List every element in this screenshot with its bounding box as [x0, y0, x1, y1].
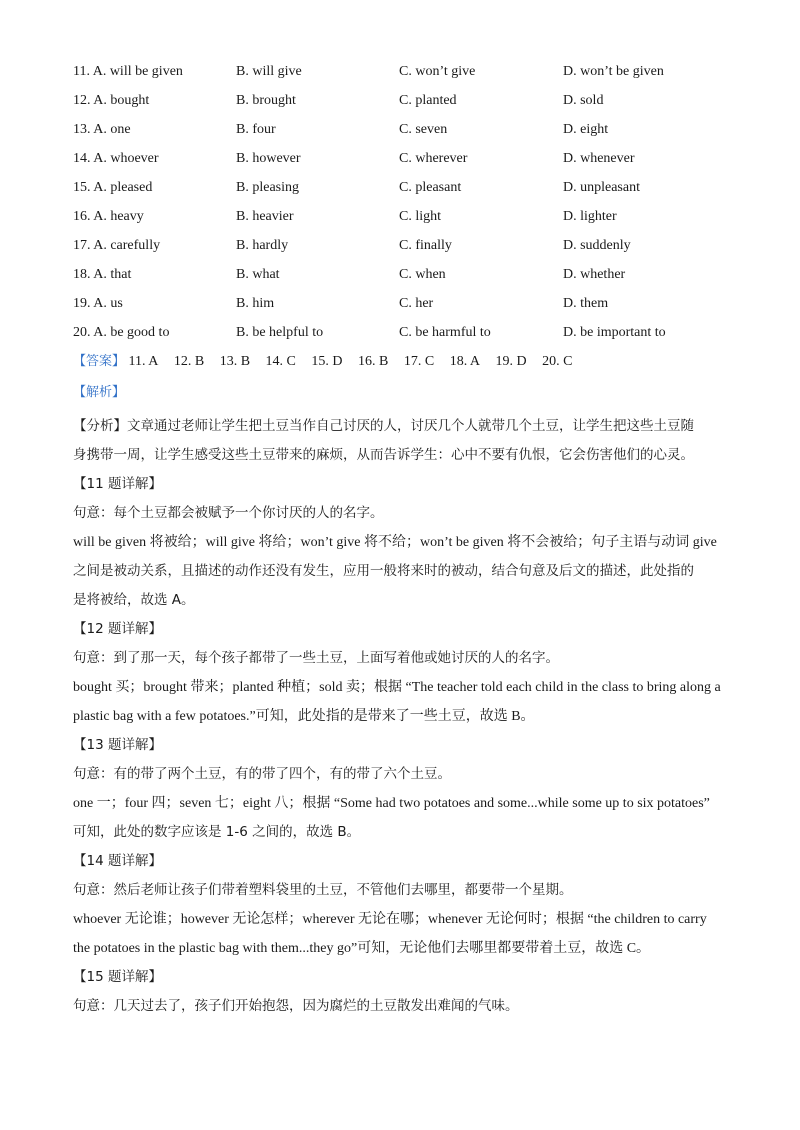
option-row-19	[73, 294, 773, 323]
option-d: D. unpleasant	[563, 180, 640, 195]
explanation-line: the potatoes in the plastic bag with them...they go”可知，无论他们去哪里都要带着土豆，故选 C。	[73, 941, 651, 956]
option-c: C. when	[399, 267, 446, 282]
option-a: 13. A. one	[73, 122, 131, 137]
option-row-18	[73, 265, 773, 294]
answer-line	[73, 352, 585, 372]
option-row-14	[73, 149, 773, 178]
sentence-meaning: 句意：几天过去了，孩子们开始抱怨，因为腐烂的土豆散发出难闻的气味。	[73, 998, 519, 1014]
analysis-label: 【解析】	[73, 385, 126, 400]
answer-item: 19. D	[495, 354, 527, 369]
answer-item: 13. B	[219, 354, 251, 369]
option-d: D. eight	[563, 122, 609, 137]
section-heading-11: 【11 题详解】	[73, 476, 162, 492]
option-b: B. however	[236, 151, 301, 166]
option-d: D. won’t be given	[563, 64, 664, 79]
option-a: 20. A. be good to	[73, 325, 170, 340]
explanation-line: 可知，此处的数字应该是 1-6 之间的，故选 B。	[73, 824, 361, 840]
option-a: 17. A. carefully	[73, 238, 161, 253]
analysis-body	[73, 412, 733, 1021]
option-b: B. will give	[236, 64, 302, 79]
section-heading-15: 【15 题详解】	[73, 969, 162, 985]
option-d: D. be important to	[563, 325, 666, 340]
sentence-meaning: 句意：然后老师让孩子们带着塑料袋里的土豆，不管他们去哪里，都要带一个星期。	[73, 882, 573, 898]
option-a: 18. A. that	[73, 267, 132, 282]
explanation-line: whoever 无论谁；however 无论怎样；wherever 无论在哪；whenever 无论何时；根据 “the children to carry	[73, 912, 707, 927]
option-d: D. lighter	[563, 209, 617, 224]
option-a: 15. A. pleased	[73, 180, 153, 195]
option-c: C. won’t give	[399, 64, 476, 79]
option-d: D. sold	[563, 93, 604, 108]
answer-item: 14. C	[265, 354, 296, 369]
analysis-summary-line: 身携带一周，让学生感受这些土豆带来的麻烦，从而告诉学生：心中不要有仇恨，它会伤害他们的心灵。	[73, 447, 694, 463]
option-row-11	[73, 62, 773, 91]
explanation-line: 之间是被动关系，且描述的动作还没有发生，应用一般将来时的被动，结合句意及后文的描述，此处指的	[73, 563, 694, 579]
option-a: 19. A. us	[73, 296, 123, 311]
answer-item: 17. C	[403, 354, 435, 369]
option-d: D. them	[563, 296, 609, 311]
option-b: B. what	[236, 267, 280, 282]
sentence-meaning: 句意：每个土豆都会被赋予一个你讨厌的人的名字。	[73, 505, 384, 521]
option-a: 11. A. will be given	[73, 64, 183, 79]
answer-item: 12. B	[173, 354, 205, 369]
answer-item: 16. B	[358, 354, 389, 369]
option-c: C. finally	[399, 238, 452, 253]
option-b: B. him	[236, 296, 275, 311]
option-row-15	[73, 178, 773, 207]
option-a: 14. A. whoever	[73, 151, 159, 166]
answer-item: 15. D	[311, 354, 343, 369]
explanation-line: 是将被给，故选 A。	[73, 592, 195, 608]
option-a: 16. A. heavy	[73, 209, 144, 224]
option-b: B. four	[236, 122, 276, 137]
section-heading-13: 【13 题详解】	[73, 737, 162, 753]
explanation-line: will be given 将被给；will give 将给；won’t give 将不给；won’t be given 将不会被给；句子主语与动词 give	[73, 535, 717, 550]
sentence-meaning: 句意：到了那一天，每个孩子都带了一些土豆，上面写着他或她讨厌的人的名字。	[73, 650, 559, 666]
option-c: C. seven	[399, 122, 448, 137]
option-c: C. light	[399, 209, 442, 224]
answer-item: 20. C	[542, 354, 573, 369]
option-c: C. her	[399, 296, 434, 311]
answer-label: 【答案】	[73, 354, 126, 369]
option-b: B. heavier	[236, 209, 294, 224]
option-b: B. hardly	[236, 238, 289, 253]
option-row-16	[73, 207, 773, 236]
option-a: 12. A. bought	[73, 93, 150, 108]
explanation-line: one 一；four 四；seven 七；eight 八；根据 “Some had two potatoes and some...while some up to six potatoes”	[73, 796, 710, 811]
explanation-line: bought 买；brought 带来；planted 种植；sold 卖；根据 “The teacher told each child in the class to bring along a	[73, 680, 721, 695]
section-heading-14: 【14 题详解】	[73, 853, 162, 869]
option-b: B. pleasing	[236, 180, 299, 195]
option-d: D. whenever	[563, 151, 635, 166]
option-b: B. be helpful to	[236, 325, 324, 340]
option-row-20	[73, 323, 773, 352]
option-c: C. wherever	[399, 151, 468, 166]
explanation-line: plastic bag with a few potatoes.”可知，此处指的是带来了一些土豆，故选 B。	[73, 709, 535, 724]
option-b: B. brought	[236, 93, 296, 108]
option-c: C. pleasant	[399, 180, 462, 195]
sentence-meaning: 句意：有的带了两个土豆，有的带了四个，有的带了六个土豆。	[73, 766, 451, 782]
option-c: C. planted	[399, 93, 457, 108]
analysis-summary-line: 【分析】文章通过老师让学生把土豆当作自己讨厌的人，讨厌几个人就带几个土豆，让学生把这些土豆随	[73, 418, 694, 434]
option-d: D. whether	[563, 267, 626, 282]
answer-item: 18. A	[449, 354, 481, 369]
option-row-12	[73, 91, 773, 120]
option-row-17	[73, 236, 773, 265]
option-d: D. suddenly	[563, 238, 631, 253]
option-c: C. be harmful to	[399, 325, 491, 340]
option-row-13	[73, 120, 773, 149]
answer-item: 11. A	[128, 354, 159, 369]
section-heading-12: 【12 题详解】	[73, 621, 162, 637]
options-table	[73, 62, 773, 352]
